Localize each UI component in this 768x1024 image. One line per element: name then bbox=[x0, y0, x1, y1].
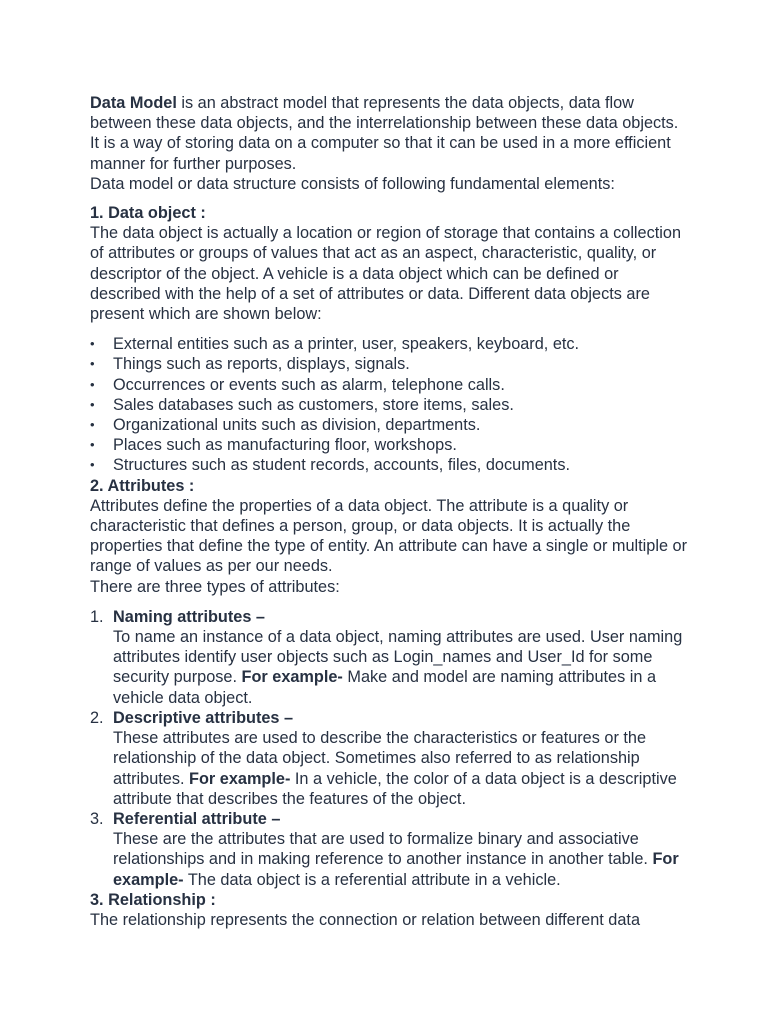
example-label: For example- bbox=[241, 668, 343, 687]
attribute-type-title: Referential attribute – bbox=[113, 809, 281, 828]
bullet-icon: • bbox=[90, 336, 95, 352]
list-number: 1. bbox=[90, 607, 104, 626]
example-text: Make and model are naming attributes in a vehicle data object. bbox=[113, 668, 656, 707]
intro-paragraph bbox=[90, 93, 690, 174]
data-object-heading: 1. Data object : bbox=[90, 204, 206, 223]
example-text: In a vehicle, the color of a data object is a descriptive attribute that describes the features of the object. bbox=[113, 769, 677, 808]
relationship-text: The relationship represents the connection or relation between different data bbox=[90, 910, 640, 929]
attribute-type-description bbox=[113, 728, 690, 809]
relationship-heading: 3. Relationship : bbox=[90, 890, 216, 909]
list-item-text: Places such as manufacturing floor, workshops. bbox=[113, 436, 457, 455]
list-number: 3. bbox=[90, 809, 104, 828]
spacer bbox=[90, 194, 690, 203]
description-text: These attributes are used to describe the characteristics or features or the relationship of the data object. Sometimes also referred to as relationship attributes. bbox=[113, 729, 647, 788]
bullet-icon: • bbox=[90, 356, 95, 372]
description-text: These are the attributes that are used to formalize binary and associative relationships and in making reference to another instance in another table. bbox=[113, 830, 653, 869]
elements-line: Data model or data structure consists of following fundamental elements: bbox=[90, 174, 615, 193]
bullet-icon: • bbox=[90, 396, 95, 412]
data-model-term: Data Model bbox=[90, 94, 177, 112]
bullet-icon: • bbox=[90, 417, 95, 433]
attribute-type-naming bbox=[90, 607, 690, 708]
list-item-text: Things such as reports, displays, signals. bbox=[113, 355, 410, 374]
attribute-type-referential bbox=[90, 809, 690, 890]
attribute-types-list bbox=[90, 607, 690, 890]
list-item-text: Organizational units such as division, departments. bbox=[113, 416, 481, 435]
data-model-definition: is an abstract model that represents the data objects, data flow between these data objects, and the interrelationship between these data objects. It is a way of storing data on a computer so that it can be used in a more efficient manner for further purposes. bbox=[90, 94, 679, 173]
list-item-text: Structures such as student records, accounts, files, documents. bbox=[113, 456, 570, 475]
description-text: To name an instance of a data object, naming attributes are used. User naming attributes identify user objects such as Login_names and User_Id for some security purpose. bbox=[113, 628, 683, 687]
attribute-type-title: Naming attributes – bbox=[113, 607, 265, 626]
list-item-text: Occurrences or events such as alarm, telephone calls. bbox=[113, 375, 505, 394]
example-label: For example- bbox=[113, 850, 679, 889]
bullet-icon: • bbox=[90, 457, 95, 473]
attribute-type-description bbox=[113, 829, 690, 890]
bullet-icon: • bbox=[90, 437, 95, 453]
list-item bbox=[90, 395, 690, 415]
list-number: 2. bbox=[90, 708, 104, 727]
attribute-type-descriptive bbox=[90, 708, 690, 809]
attribute-types-line: There are three types of attributes: bbox=[90, 577, 340, 596]
list-item bbox=[90, 455, 690, 475]
example-label: For example- bbox=[189, 769, 291, 788]
data-object-list bbox=[90, 334, 690, 475]
example-text: The data object is a referential attribute in a vehicle. bbox=[183, 870, 561, 889]
attribute-type-title: Descriptive attributes – bbox=[113, 708, 294, 727]
spacer bbox=[90, 597, 690, 607]
document-page bbox=[90, 93, 690, 930]
list-item bbox=[90, 334, 690, 354]
list-item bbox=[90, 435, 690, 455]
list-item bbox=[90, 415, 690, 435]
bullet-icon: • bbox=[90, 376, 95, 392]
attribute-type-description bbox=[113, 627, 690, 708]
attributes-text: Attributes define the properties of a data object. The attribute is a quality or characteristic that defines a person, group, or data objects. It is actually the properties that define the type of entity. An attribute can have a single or multiple or range of values as per our needs. bbox=[90, 496, 688, 576]
data-object-text: The data object is actually a location or region of storage that contains a collection of attributes or groups of values that act as an aspect, characteristic, quality, or descriptor of the object. A vehicle is a data object which can be defined or described with the help of a set of attributes or data. Different data objects are present which are shown below: bbox=[90, 224, 681, 324]
list-item-text: External entities such as a printer, user, speakers, keyboard, etc. bbox=[113, 335, 580, 354]
list-item bbox=[90, 354, 690, 374]
list-item-text: Sales databases such as customers, store items, sales. bbox=[113, 395, 514, 414]
spacer bbox=[90, 324, 690, 334]
list-item bbox=[90, 375, 690, 395]
attributes-heading: 2. Attributes : bbox=[90, 476, 195, 495]
